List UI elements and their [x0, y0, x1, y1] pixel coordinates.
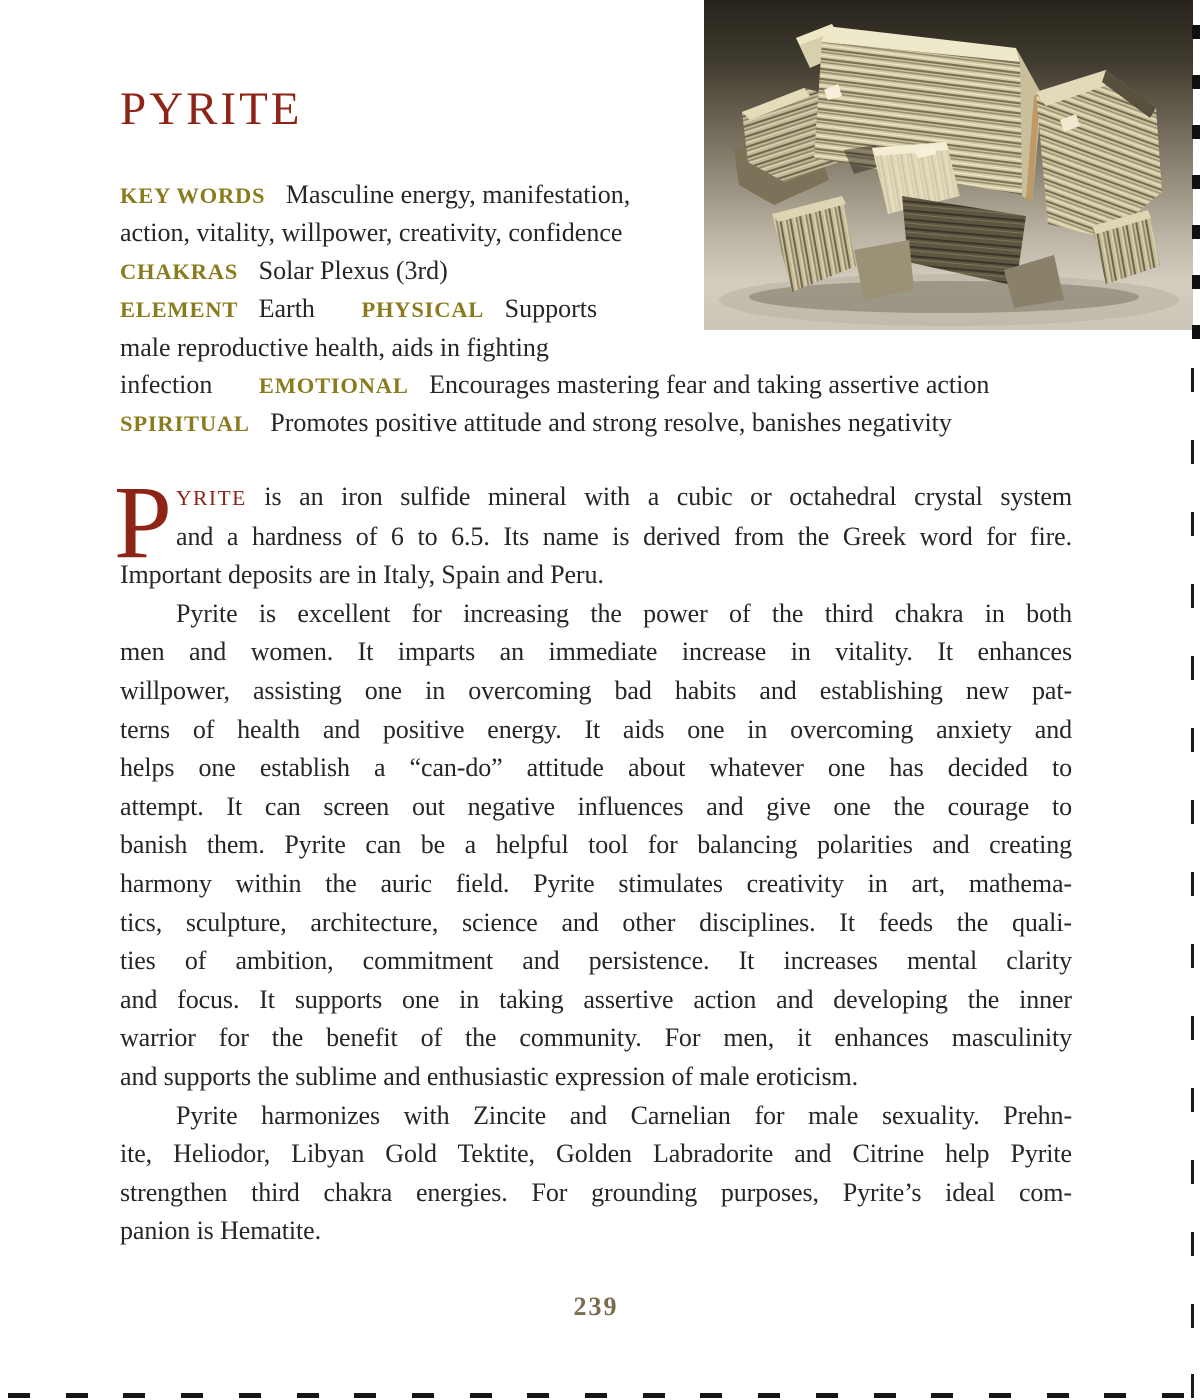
text-segment: Solar Plexus (3rd) [258, 255, 448, 285]
bottom-edge-dash [123, 1393, 145, 1398]
bottom-edge-dash [700, 1393, 722, 1398]
property-label: CHAKRAS [120, 258, 239, 284]
bottom-edge-dash [297, 1393, 319, 1398]
bottom-edge-dash [527, 1393, 549, 1398]
text-segment: and supports the sublime and enthusiastic expression of male eroticism. [120, 1061, 859, 1091]
right-edge-tick [1191, 512, 1194, 536]
right-edge-mark [1192, 325, 1200, 339]
bottom-edge-dash [412, 1393, 434, 1398]
right-edge-tick [1191, 368, 1194, 392]
right-edge-tick [1191, 584, 1194, 608]
body-line [120, 1212, 1072, 1251]
bottom-edge-dash [470, 1393, 492, 1398]
property-line [120, 290, 1072, 328]
property-line [120, 329, 1072, 366]
paragraph [120, 595, 1072, 1097]
properties-block [120, 176, 1072, 443]
text-segment: Pyrite is excellent for increasing the power of the third chakra in both [176, 598, 1072, 628]
bottom-edge-dash [354, 1393, 376, 1398]
bottom-edge-dash [989, 1393, 1011, 1398]
bottom-edge-dash [816, 1393, 838, 1398]
text-segment: attempt. It can screen out negative influences and give one the courage to [120, 791, 1072, 821]
text-segment: strengthen third chakra energies. For grounding purposes, Pyrite’s ideal com- [120, 1177, 1072, 1207]
property-line [120, 252, 1072, 290]
text-segment: helps one establish a “can-do” attitude about whatever one has decided to [120, 753, 1072, 783]
bottom-edge-dash [585, 1393, 607, 1398]
text-segment: Encourages mastering fear and taking assertive action [429, 370, 990, 400]
right-edge-mark [1192, 275, 1200, 289]
right-edge-mark [1192, 225, 1200, 239]
paragraph [114, 465, 1072, 595]
text-segment: tics, sculpture, architecture, science and other disciplines. It feeds the quali- [120, 907, 1072, 937]
body-line [120, 826, 1072, 865]
right-edge-tick [1191, 1160, 1194, 1184]
bottom-edge-dash [1104, 1393, 1126, 1398]
page-number: 239 [573, 1292, 619, 1321]
right-edge-mark [1192, 75, 1200, 89]
text-segment: willpower, assisting one in overcoming bad habits and establishing new pat- [120, 675, 1072, 705]
bottom-edge-dash [1047, 1393, 1069, 1398]
text-segment: banish them. Pyrite can be a helpful tool for balancing polarities and creating [120, 830, 1072, 860]
property-label: SPIRITUAL [120, 411, 250, 437]
property-line [120, 404, 1072, 442]
text-segment: Supports [504, 294, 598, 324]
paragraph [120, 1097, 1072, 1251]
body-line [120, 1058, 1072, 1097]
body-text [114, 465, 1072, 1251]
bottom-edge-dash [239, 1393, 261, 1398]
body-line [120, 672, 1072, 711]
text-segment: men and women. It imparts an immediate increase in vitality. It enhances [120, 637, 1072, 667]
text-segment: infection [120, 370, 213, 400]
bottom-edge-dash [181, 1393, 203, 1398]
property-line [120, 366, 1072, 404]
text-segment: ite, Heliodor, Libyan Gold Tektite, Golden Labradorite and Citrine help Pyrite [120, 1139, 1072, 1169]
bottom-edge-dash [874, 1393, 896, 1398]
bottom-edge-dash [931, 1393, 953, 1398]
right-edge-mark [1192, 175, 1200, 189]
property-label: ELEMENT [120, 297, 239, 323]
body-line [120, 749, 1072, 788]
text-segment: action, vitality, willpower, creativity, confidence [120, 218, 623, 248]
right-edge-tick [1191, 1088, 1194, 1112]
property-label: PHYSICAL [361, 297, 485, 323]
right-edge-mark [1192, 25, 1200, 39]
drop-cap: P [114, 465, 172, 580]
right-edge-tick [1191, 944, 1194, 968]
body-line [120, 518, 1072, 557]
text-segment: warrior for the benefit of the community. For men, it enhances masculinity [120, 1023, 1072, 1053]
property-line [120, 214, 1072, 251]
property-line [120, 176, 1072, 214]
right-edge-mark [1192, 125, 1200, 139]
text-segment: Promotes positive attitude and strong resolve, banishes negativity [270, 408, 952, 438]
body-line [120, 478, 1072, 518]
right-edge-tick [1191, 872, 1194, 896]
body-line [120, 633, 1072, 672]
body-line [120, 711, 1072, 750]
bottom-edge-dash [66, 1393, 88, 1398]
text-segment: and a hardness of 6 to 6.5. Its name is derived from the Greek word for fire. [176, 521, 1072, 551]
body-line [120, 1097, 1072, 1136]
text-segment: male reproductive health, aids in fighting [120, 332, 549, 362]
right-edge-tick [1191, 1304, 1194, 1328]
text-segment: ties of ambition, commitment and persistence. It increases mental clarity [120, 946, 1072, 976]
text-segment: Earth [258, 294, 315, 324]
right-edge-tick [1191, 1374, 1194, 1398]
body-line [120, 1174, 1072, 1213]
body-line [120, 788, 1072, 827]
text-segment: YRITE [176, 486, 247, 510]
right-edge-tick [1191, 656, 1194, 680]
body-line [120, 942, 1072, 981]
property-label: EMOTIONAL [258, 373, 409, 399]
bottom-edge-dash [643, 1393, 665, 1398]
body-line [120, 595, 1072, 634]
body-line [120, 865, 1072, 904]
page-title: PYRITE [120, 83, 303, 135]
bottom-edge-dash [8, 1393, 30, 1398]
text-segment: harmony within the auric field. Pyrite stimulates creativity in art, mathema- [120, 868, 1072, 898]
right-edge-tick [1191, 1016, 1194, 1040]
body-line [120, 556, 1072, 595]
body-line [120, 981, 1072, 1020]
property-label: KEY WORDS [120, 183, 266, 208]
right-edge-tick [1191, 1232, 1194, 1256]
right-edge-tick [1191, 800, 1194, 824]
right-edge-tick [1191, 440, 1194, 464]
text-segment: panion is Hematite. [120, 1216, 321, 1246]
body-line [120, 904, 1072, 943]
right-edge-tick [1191, 728, 1194, 752]
text-segment: Masculine energy, manifestation, [285, 180, 631, 209]
text-segment: and focus. It supports one in taking assertive action and developing the inner [120, 984, 1072, 1014]
bottom-edge-dash [758, 1393, 780, 1398]
text-segment: is an iron sulfide mineral with a cubic or octahedral crystal system [264, 482, 1072, 511]
text-segment: Important deposits are in Italy, Spain and Peru. [120, 560, 604, 590]
body-line [120, 1019, 1072, 1058]
body-line [120, 1135, 1072, 1174]
text-segment: terns of health and positive energy. It aids one in overcoming anxiety and [120, 714, 1072, 744]
bottom-edge-dash [1162, 1393, 1184, 1398]
text-segment: Pyrite harmonizes with Zincite and Carnelian for male sexuality. Prehn- [176, 1100, 1072, 1130]
